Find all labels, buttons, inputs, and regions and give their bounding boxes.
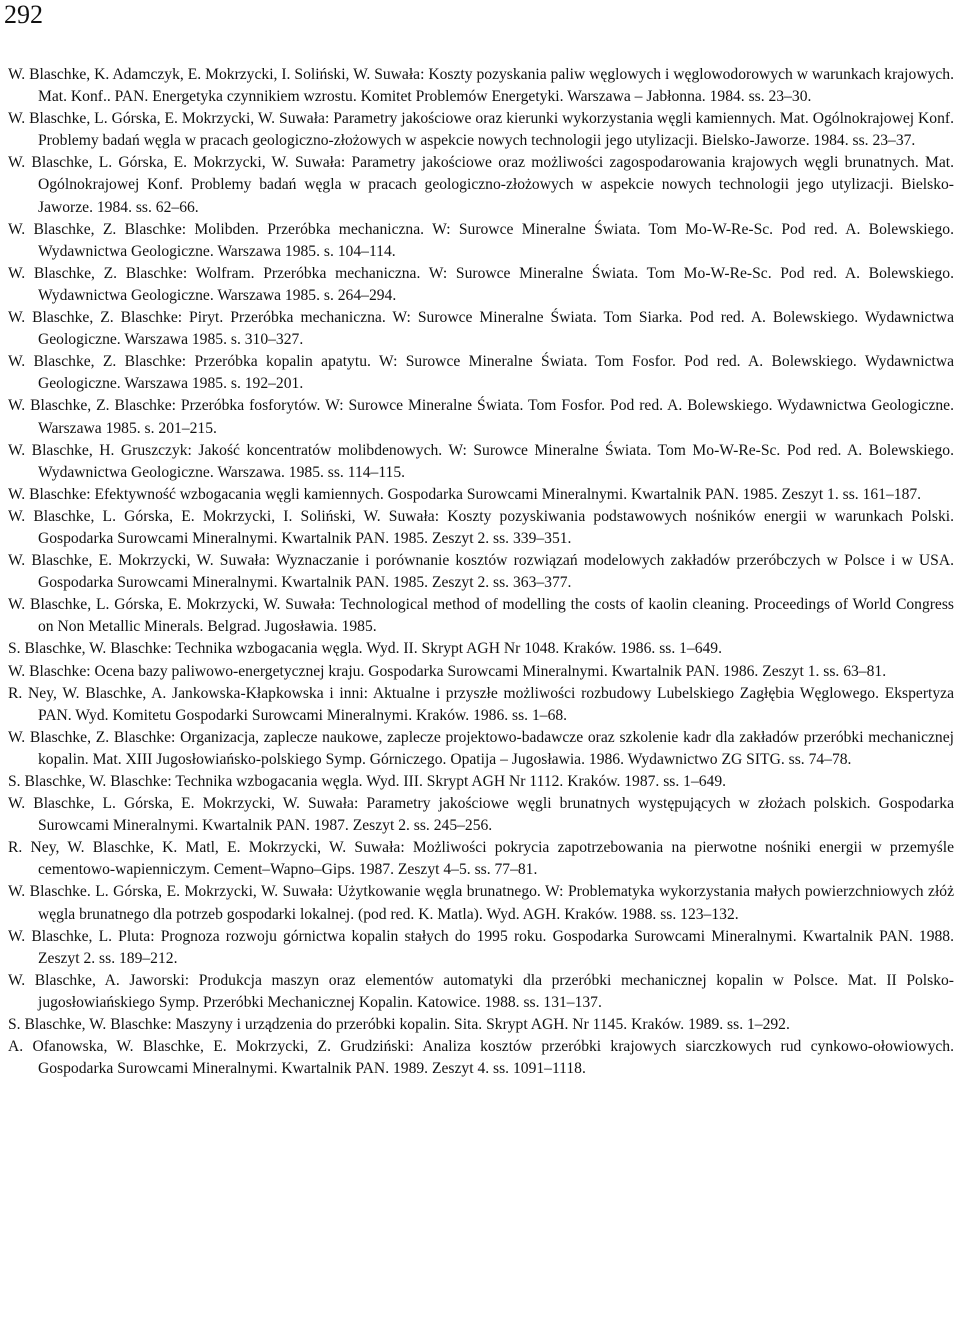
bibliography-entry: W. Blaschke, L. Pluta: Prognoza rozwoju górnictwa kopalin stałych do 1995 roku. Gospodarka Surowcami Mineralnymi. Kwartalnik PAN. 1988. Zeszyt 2. ss. 189–212. — [8, 927, 954, 967]
bibliography-entry: A. Ofanowska, W. Blaschke, E. Mokrzycki, Z. Grudziński: Analiza kosztów przeróbki krajowych siarczkowych rud cynkowo-ołowiowych. Gospodarka Surowcami Mineralnymi. Kwartalnik PAN. 1989. Zeszyt 4. ss. 1091–1118. — [8, 1038, 954, 1078]
bibliography-entry: W. Blaschke, Z. Blaschke: Przeróbka kopalin apatytu. W: Surowce Mineralne Świata. Tom Fosfor. Pod red. A. Bolewskiego. Wydawnictwa Geologiczne. Warszawa 1985. s. 192–201. — [8, 353, 954, 393]
bibliography-entry: W. Blaschke, L. Górska, E. Mokrzycki, W. Suwała: Technological method of modelling the costs of kaolin cleaning. Proceedings of World Congress on Non Metallic Minerals. Belgrad. Jugosławia. 1985. — [8, 596, 954, 636]
bibliography-entry: W. Blaschke, L. Górska, E. Mokrzycki, I. Soliński, W. Suwała: Koszty pozyskiwania podstawowych nośników energii w warunkach Polski. Gospodarka Surowcami Mineralnymi. Kwartalnik PAN. 1985. Zeszyt 2. ss. 339–351. — [8, 507, 954, 547]
bibliography-entry: W. Blaschke: Efektywność wzbogacania węgli kamiennych. Gospodarka Surowcami Mineralnymi. Kwartalnik PAN. 1985. Zeszyt 1. ss. 161–187. — [8, 485, 922, 503]
bibliography-entry: W. Blaschke, Z. Blaschke: Molibden. Przeróbka mechaniczna. W: Surowce Mineralne Świata. Tom Mo-W-Re-Sc. Pod red. A. Bolewskiego. Wydawnictwa Geologiczne. Warszawa 1985. s. 104–114. — [8, 220, 954, 260]
bibliography-entry: S. Blaschke, W. Blaschke: Technika wzbogacania węgla. Wyd. III. Skrypt AGH Nr 1112. Kraków. 1987. ss. 1–649. — [8, 773, 727, 790]
bibliography-entry: W. Blaschke, A. Jaworski: Produkcja maszyn oraz elementów automatyki dla przeróbki mechanicznej kopalin w Polsce. Mat. II Polsko-jugosłowiańskiego Symp. Przeróbki Mechanicznej Kopalin. Katowice. 1988. ss. 131–137. — [8, 971, 954, 1011]
bibliography-entry: W. Blaschke, Z. Blaschke: Przeróbka fosforytów. W: Surowce Mineralne Świata. Tom Fosfor. Pod red. A. Bolewskiego. Wydawnictwa Geologiczne. Warszawa 1985. s. 201–215. — [8, 397, 954, 437]
page-number: 292 — [4, 0, 43, 29]
bibliography-entry: W. Blaschke, H. Gruszczyk: Jakość koncentratów molibdenowych. W: Surowce Mineralne Świata. Tom Mo-W-Re-Sc. Pod red. A. Bolewskiego. Wydawnictwa Geologiczne. Warszawa. 1985. ss. 114–115. — [8, 441, 954, 481]
bibliography-entry: W. Blaschke. L. Górska, E. Mokrzycki, W. Suwała: Użytkowanie węgla brunatnego. W: Problematyka wykorzystania małych powierzchniowych złóż węgla brunatnego dla potrzeb gospodarki lokalnej. (pod red. K. Matla). Wyd. AGH. Kraków. 1988. ss. 123–132. — [8, 883, 954, 923]
bibliography-entry: S. Blaschke, W. Blaschke: Maszyny i urządzenia do przeróbki kopalin. Sita. Skrypt AGH. Nr 1145. Kraków. 1989. ss. 1–292. — [8, 1016, 790, 1034]
bibliography-entry: S. Blaschke, W. Blaschke: Technika wzbogacania węgla. Wyd. II. Skrypt AGH Nr 1048. Kraków. 1986. ss. 1–649. — [8, 640, 723, 658]
bibliography-entry: R. Ney, W. Blaschke, K. Matl, E. Mokrzycki, W. Suwała: Możliwości pokrycia zapotrzebowania na pierwotne nośniki energii w przemyśle cementowo-wapienniczym. Cement–Wapno–Gips. 1987. Zeszyt 4–5. ss. 77–81. — [8, 839, 954, 879]
bibliography-entry: W. Blaschke, E. Mokrzycki, W. Suwała: Wyznaczanie i porównanie kosztów rozwiązań modelowych zakładów przeróbczych w Polsce i w USA. Gospodarka Surowcami Mineralnymi. Kwartalnik PAN. 1985. Zeszyt 2. ss. 363–377. — [8, 552, 954, 592]
bibliography-entry: W. Blaschke, Z. Blaschke: Wolfram. Przeróbka mechaniczna. W: Surowce Mineralne Świata. Tom Mo-W-Re-Sc. Pod red. A. Bolewskiego. Wydawnictwa Geologiczne. Warszawa 1985. s. 264–294. — [8, 264, 954, 304]
bibliography-entry: W. Blaschke, L. Górska, E. Mokrzycki, W. Suwała: Parametry jakościowe węgli brunatnych występujących w złożach polskich. Gospodarka Surowcami Mineralnymi. Kwartalnik PAN. 1987. Zeszyt 2. ss. 245–256. — [8, 795, 954, 835]
bibliography-entry: W. Blaschke, L. Górska, E. Mokrzycki, W. Suwała: Parametry jakościowe oraz możliwości zagospodarowania krajowych węgli brunatnych. Mat. Ogólnokrajowej Konf. Problemy badań węgla w pracach geologiczno-złożowych w aspekcie nowych technologii jego utylizacji. Bielsko-Jaworze. 1984. ss. 62–66. — [8, 154, 954, 216]
bibliography-entry: R. Ney, W. Blaschke, A. Jankowska-Kłapkowska i inni: Aktualne i przyszłe możliwości rozbudowy Lubelskiego Zagłębia Węglowego. Ekspertyza PAN. Wyd. Komitetu Gospodarki Surowcami Mineralnymi. Kraków. 1986. ss. 1–68. — [8, 684, 954, 724]
bibliography-entry: W. Blaschke: Ocena bazy paliwowo-energetycznej kraju. Gospodarka Surowcami Mineralnymi. Kwartalnik PAN. 1986. Zeszyt 1. ss. 63–81. — [8, 662, 887, 680]
bibliography-entry: W. Blaschke, Z. Blaschke: Organizacja, zaplecze naukowe, zaplecze projektowo-badawcze oraz szkolenie kadr dla zakładów przeróbki mechanicznej kopalin. Mat. XIII Jugosłowiańsko-polskiego Symp. Górniczego. Opatija – Jugosławia. 1986. Wydawnictwo ZG SITG. ss. 74–78. — [8, 728, 954, 768]
bibliography-entry: W. Blaschke, K. Adamczyk, E. Mokrzycki, I. Soliński, W. Suwała: Koszty pozyskania paliw węglowych i węglowodorowych w warunkach krajowych. Mat. Konf.. PAN. Energetyka czynnikiem wzrostu. Komitet Problemów Energetyki. Warszawa – Jabłonna. 1984. ss. 23–30. — [8, 66, 954, 106]
bibliography-entry: W. Blaschke, L. Górska, E. Mokrzycki, W. Suwała: Parametry jakościowe oraz kierunki wykorzystania węgli kamiennych. Mat. Ogólnokrajowej Konf. Problemy badań węgla w pracach geologiczno-złożowych w aspekcie nowych technologii jego utylizacji. Bielsko-Jaworze. 1984. ss. 23–37. — [8, 110, 954, 150]
bibliography-entry: W. Blaschke, Z. Blaschke: Piryt. Przeróbka mechaniczna. W: Surowce Mineralne Świata. Tom Siarka. Pod red. A. Bolewskiego. Wydawnictwa Geologiczne. Warszawa 1985. s. 310–327. — [8, 309, 954, 349]
bibliography-list — [8, 64, 954, 1080]
